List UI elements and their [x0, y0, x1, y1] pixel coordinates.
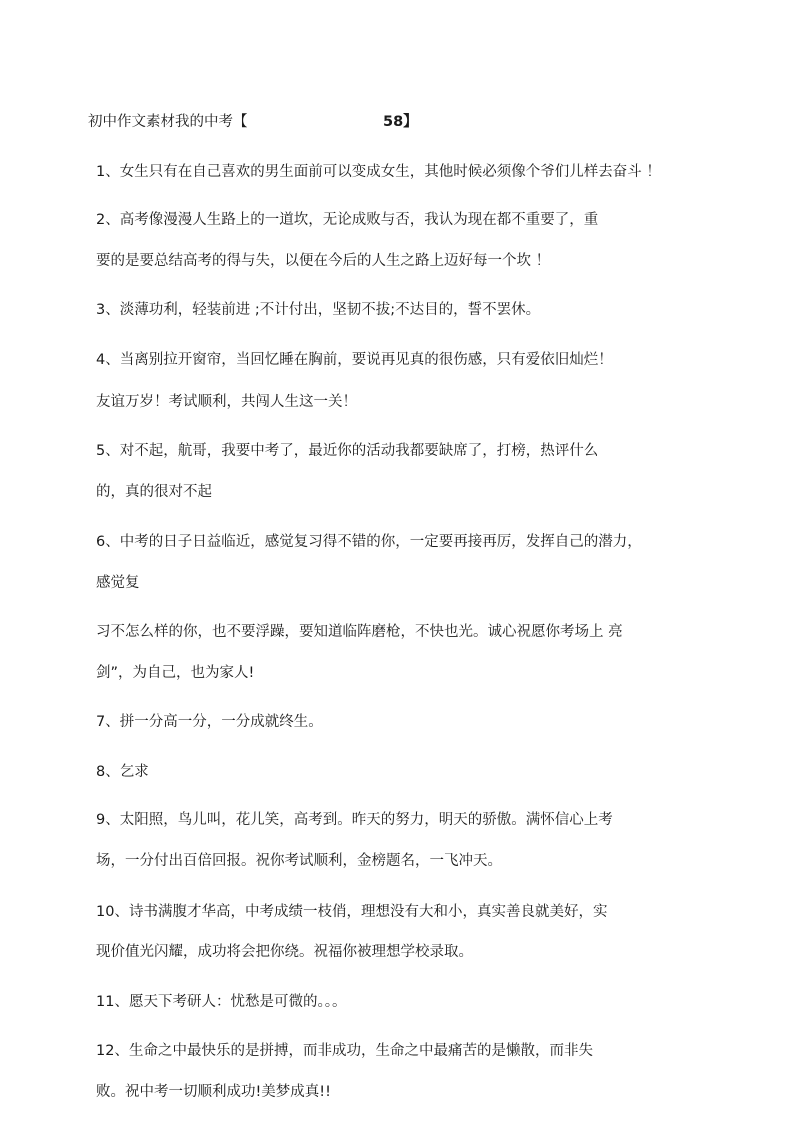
paragraph-2-line-2: 要的是要总结高考的得与失，以便在今后的人生之路上迈好每一个坎 ！ [96, 253, 551, 269]
paragraph-3-line-1: 3、淡薄功利，轻装前进 ;不计付出，坚韧不拔;不达目的，誓不罢休。 [96, 302, 541, 318]
paragraph-7-line-1: 7、拼一分高一分，一分成就终生。 [96, 714, 323, 730]
paragraph-9-line-1: 9、太阳照，鸟儿叫，花儿笑，高考到。昨天的努力，明天的骄傲。满怀信心上考 [96, 812, 613, 828]
paragraph-9-line-2: 场，一分付出百倍回报。祝你考试顺利，金榜题名，一飞冲天。 [96, 853, 502, 869]
paragraph-5-line-1: 5、对不起，航哥，我要中考了，最近你的活动我都要缺席了，打榜，热评什么 [96, 443, 599, 459]
paragraph-6-line-1: 6、中考的日子日益临近，感觉复习得不错的你，一定要再接再厉，发挥自己的潜力， [96, 534, 642, 550]
paragraph-6-line-4: 剑”，为自己，也为家人! [96, 665, 255, 681]
paragraph-5-line-2: 的，真的很对不起 [96, 484, 212, 500]
paragraph-11-line-1: 11、愿天下考研人：忧愁是可微的。。。 [96, 994, 347, 1010]
paragraph-1-line-1: 1、女生只有在自己喜欢的男生面前可以变成女生，其他时候必须像个爷们儿样去奋斗 ！ [96, 164, 661, 180]
paragraph-12-line-2: 败。祝中考一切顺利成功!美梦成真!! [96, 1084, 331, 1100]
paragraph-10-line-2: 现价值光闪耀，成功将会把你绕。祝福你被理想学校录取。 [96, 944, 473, 960]
paragraph-2-line-1: 2、高考像漫漫人生路上的一道坎，无论成败与否，我认为现在都不重要了，重 [96, 212, 599, 228]
document-title: 初中作文素材我的中考【 [88, 114, 248, 130]
paragraph-8-line-1: 8、乞求 [96, 764, 149, 780]
paragraph-4-line-2: 友谊万岁！考试顺利，共闯人生这一关！ [96, 394, 357, 410]
paragraph-6-line-3: 习不怎么样的你，也不要浮躁，要知道临阵磨枪，不快也光。诚心祝愿你考场上 亮 [96, 624, 623, 640]
paragraph-4-line-1: 4、当离别拉开窗帘，当回忆睡在胸前，要说再见真的很伤感，只有爱依旧灿烂！ [96, 352, 613, 368]
paragraph-10-line-1: 10、诗书满腹才华高，中考成绩一枝俏，理想没有大和小，真实善良就美好，实 [96, 904, 608, 920]
paragraph-6-line-2: 感觉复 [96, 575, 140, 591]
paragraph-12-line-1: 12、生命之中最快乐的是拼搏，而非成功，生命之中最痛苦的是懒散，而非失 [96, 1043, 593, 1059]
document-title-number: 58】 [383, 114, 418, 130]
